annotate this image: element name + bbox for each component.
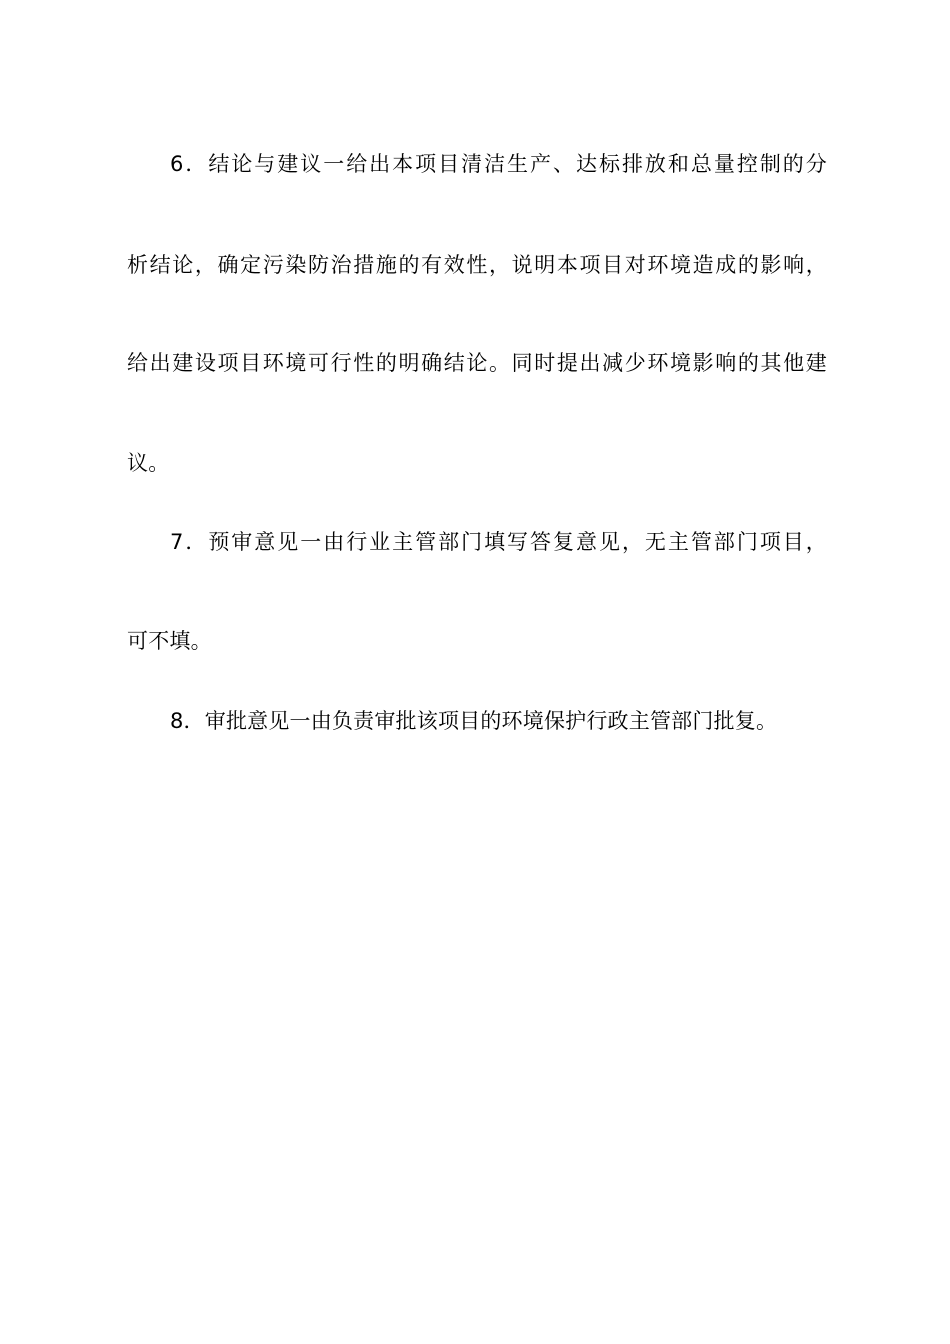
paragraph-8-line-1: 8．审批意见一由负责审批该项目的环境保护行政主管部门批复。: [170, 709, 778, 733]
paragraph-6-line-3: 给出建设项目环境可行性的明确结论。同时提出减少环境影响的其他建: [127, 351, 827, 375]
paragraph-6-line-4: 议。: [127, 451, 170, 475]
paragraph-7-line-2: 可不填。: [127, 629, 212, 653]
paragraph-7-line-1: 7．预审意见一由行业主管部门填写答复意见，无主管部门项目，: [170, 530, 827, 554]
paragraph-6-line-2: 析结论，确定污染防治措施的有效性，说明本项目对环境造成的影响，: [127, 253, 827, 277]
paragraph-6-line-1: 6．结论与建议一给出本项目清洁生产、达标排放和总量控制的分: [170, 152, 827, 176]
